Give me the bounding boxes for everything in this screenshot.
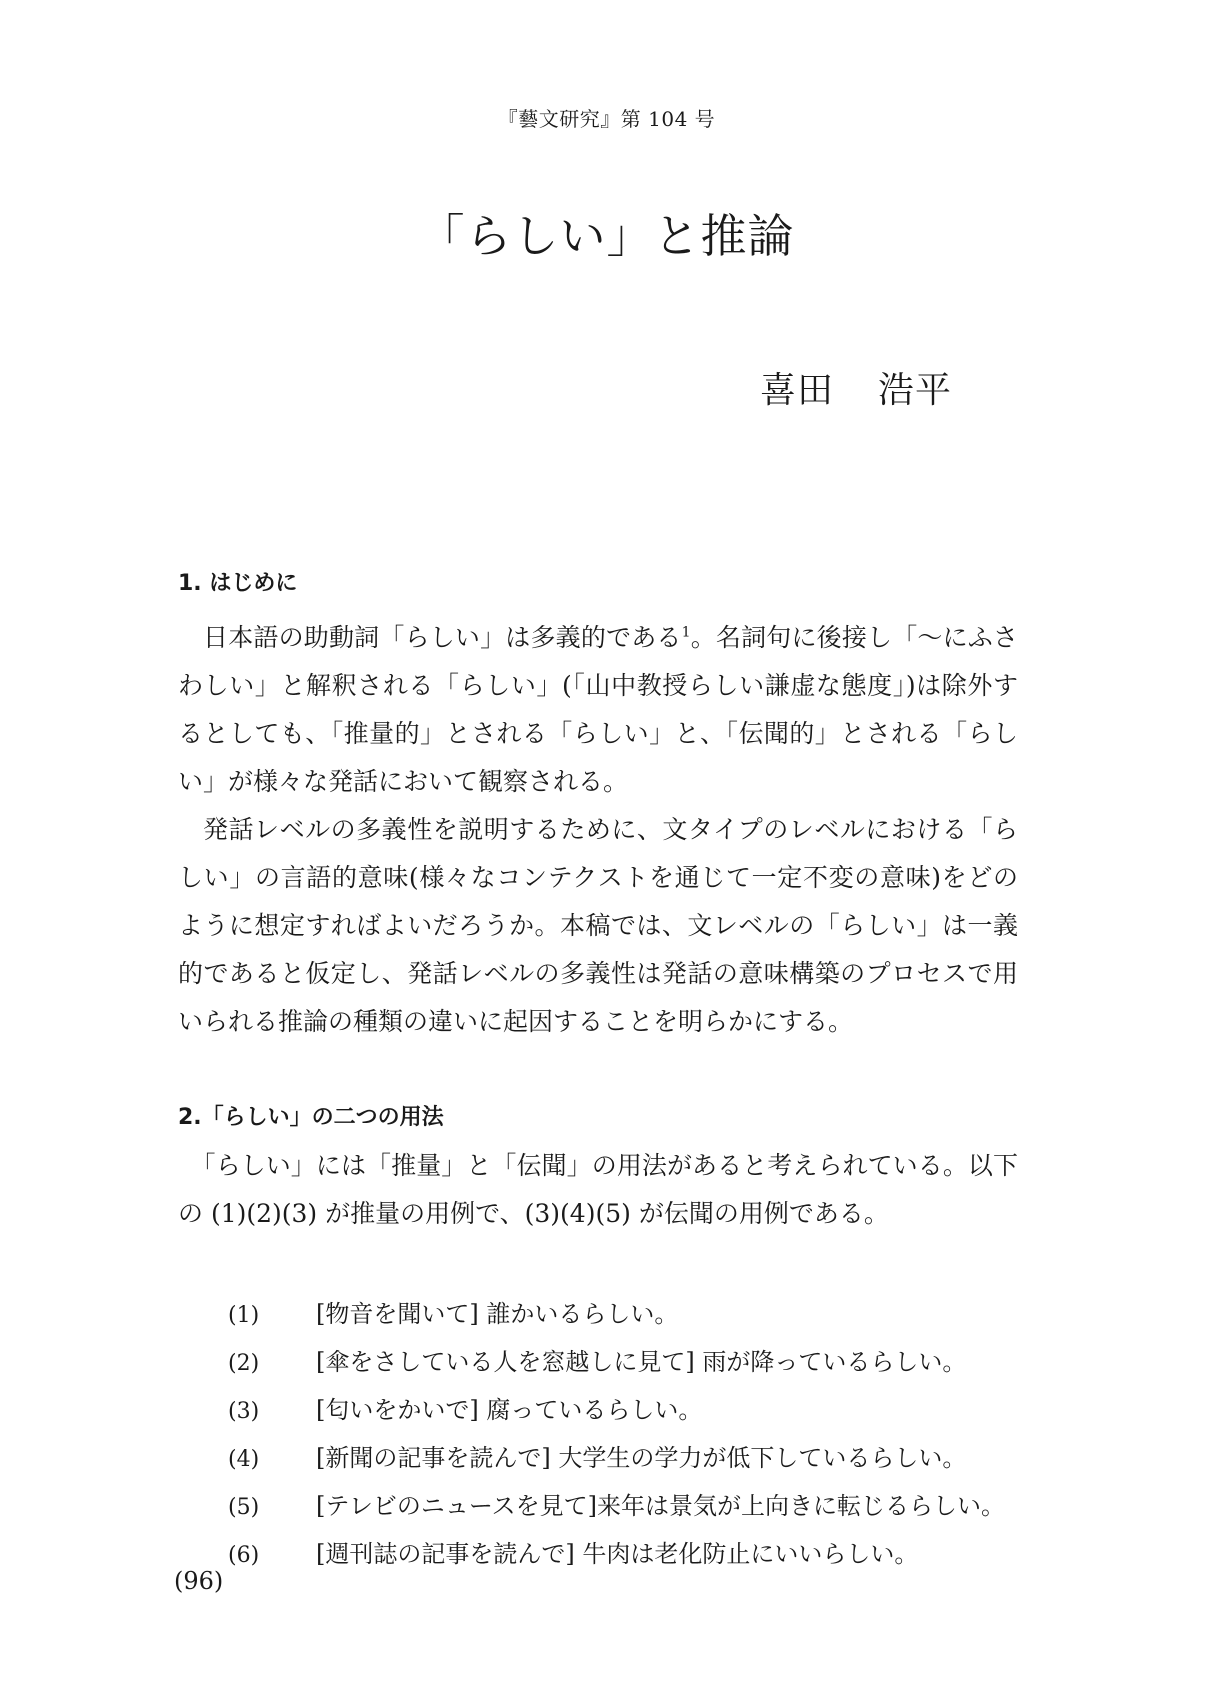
- author-name: [760, 362, 952, 413]
- author-given-name: 浩平: [878, 370, 953, 411]
- paragraph-intro-1: [178, 614, 1018, 806]
- example-sentence: 来年は景気が上向きに転じるらしい。: [597, 1492, 1006, 1520]
- author-family-name: 喜田: [760, 370, 835, 411]
- journal-header: 『藝文研究』第 104 号: [497, 107, 716, 131]
- paragraph-text: 日本語の助動詞「らしい」は多義的である: [203, 623, 682, 652]
- page-number: (96): [174, 1567, 224, 1595]
- example-context: [匂いをかいで]: [316, 1396, 479, 1424]
- example-item: [228, 1530, 1005, 1578]
- example-sentence: 牛肉は老化防止にいいらしい。: [582, 1540, 919, 1568]
- example-number: (5): [228, 1495, 260, 1520]
- example-item: [228, 1434, 1005, 1482]
- section-heading-two-usages: 2.「らしい」の二つの用法: [178, 1105, 444, 1130]
- section-heading-introduction: 1. はじめに: [178, 571, 298, 596]
- example-context: [テレビのニュースを見て]: [316, 1492, 598, 1520]
- paragraph-text: 。名詞句に後接し「〜にふさわしい」と解釈される「らしい」(「山中教授らしい謙虚な態度」)は除外するとしても、「推量的」とされる「らしい」と、「伝聞的」とされる「らしい」が様々な発話において観察される。: [178, 623, 1018, 796]
- example-sentence: 大学生の学力が低下しているらしい。: [558, 1444, 967, 1472]
- example-sentence: 誰かいるらしい。: [486, 1300, 679, 1328]
- paragraph-intro-2: 発話レベルの多義性を説明するために、文タイプのレベルにおける「らしい」の言語的意味(様々なコンテクストを通じて一定不変の意味)をどのように想定すればよいだろうか。本稿では、文レベルの「らしい」は一義的であると仮定し、発話レベルの多義性は発話の意味構築のプロセスで用いられる推論の種類の違いに起因することを明らかにする。: [178, 815, 1018, 1036]
- example-context: [傘をさしている人を窓越しに見て]: [316, 1348, 695, 1376]
- example-context: [週刊誌の記事を読んで]: [316, 1540, 575, 1568]
- example-item: [228, 1386, 1005, 1434]
- example-item: [228, 1338, 1005, 1386]
- example-number: (2): [228, 1351, 260, 1376]
- example-number: (3): [228, 1399, 260, 1424]
- paragraph-usages: 「らしい」には「推量」と「伝聞」の用法があると考えられている。以下の (1)(2)(3) が推量の用例で、(3)(4)(5) が伝聞の用例である。: [178, 1151, 1018, 1228]
- example-number: (4): [228, 1447, 260, 1472]
- example-sentence: 腐っているらしい。: [486, 1396, 703, 1424]
- footnote-marker[interactable]: 1: [681, 624, 691, 641]
- example-number: (6): [228, 1543, 260, 1568]
- example-item: [228, 1482, 1005, 1530]
- example-context: [新聞の記事を読んで]: [316, 1444, 551, 1472]
- example-item: [228, 1290, 1005, 1338]
- example-number: (1): [228, 1303, 260, 1328]
- example-sentence: 雨が降っているらしい。: [702, 1348, 967, 1376]
- article-title: 「らしい」と推論: [418, 209, 795, 263]
- example-context: [物音を聞いて]: [316, 1300, 479, 1328]
- example-list: [228, 1290, 1005, 1578]
